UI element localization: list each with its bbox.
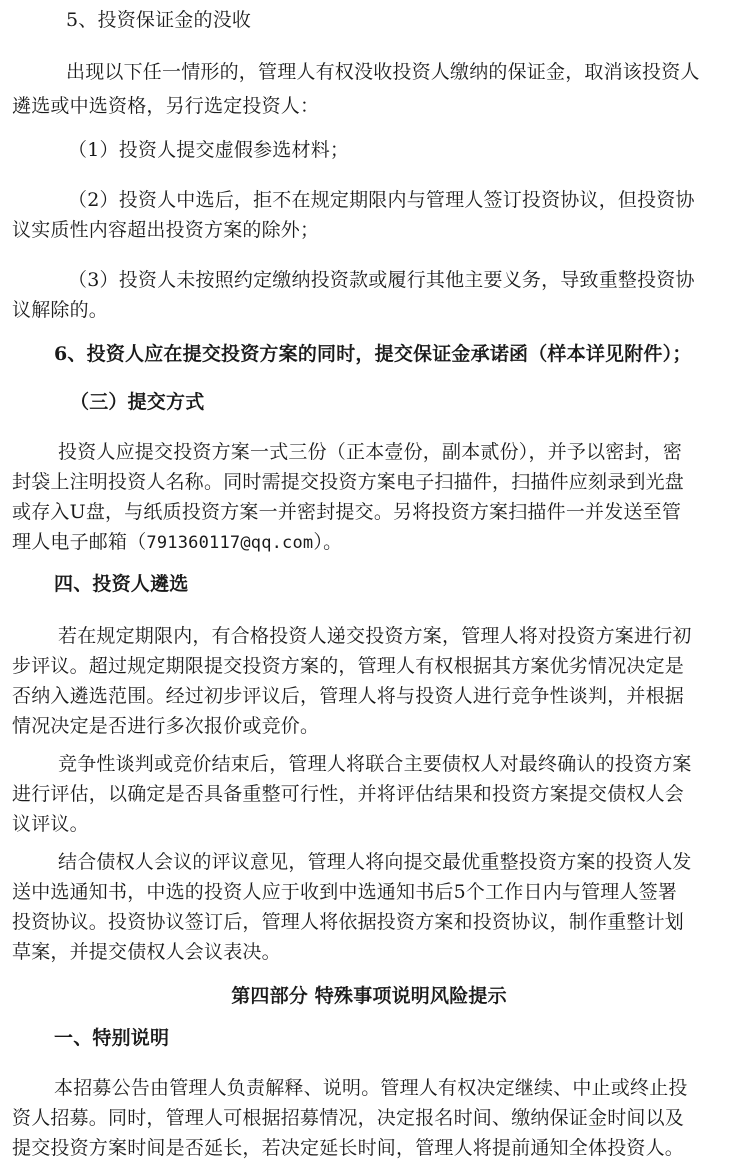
selection-para-1-line-3: 否纳入遴选范围。经过初步评议后，管理人将与投资人进行竞争性谈判，并根据 xyxy=(12,685,685,707)
email-prefix: 理人电子邮箱（ xyxy=(12,531,147,553)
selection-para-3-line-3: 投资协议。投资协议签订后，管理人将依据投资方案和投资协议，制作重整计划 xyxy=(12,911,685,933)
section-5-item-2-line-2: 议实质性内容超出投资方案的除外； xyxy=(12,219,320,241)
selection-para-1-line-2: 步评议。超过规定期限提交投资方案的，管理人有权根据其方案优劣情况决定是 xyxy=(12,655,685,677)
section-5-intro-line-2: 遴选或中选资格，另行选定投资人： xyxy=(12,95,320,117)
chapter-4-title: 第四部分 特殊事项说明风险提示 xyxy=(231,985,507,1007)
email-suffix: ）。 xyxy=(313,531,343,553)
section-5-item-3-line-1: （3）投资人未按照约定缴纳投资款或履行其他主要义务，导致重整投资协 xyxy=(68,269,695,291)
submission-para-line-1: 投资人应提交投资方案一式三份（正本壹份，副本贰份），并予以密封，密 xyxy=(58,441,683,463)
submission-para-line-3: 或存入U盘，与纸质投资方案一并密封提交。另将投资方案扫描件一并发送至管 xyxy=(12,501,682,523)
special-para-line-1: 本招募公告由管理人负责解释、说明。管理人有权决定继续、中止或终止投 xyxy=(54,1077,688,1099)
selection-para-2-line-1: 竞争性谈判或竞价结束后，管理人将联合主要债权人对最终确认的投资方案 xyxy=(58,753,692,775)
selection-para-2-line-2: 进行评估，以确定是否具备重整可行性，并将评估结果和投资方案提交债权人会 xyxy=(12,783,685,805)
special-notes-title: 一、特别说明 xyxy=(54,1027,170,1049)
section-5-item-2-line-1: （2）投资人中选后，拒不在规定期限内与管理人签订投资协议，但投资协 xyxy=(68,189,695,211)
special-para-line-2: 资人招募。同时，管理人可根据招募情况，决定报名时间、缴纳保证金时间以及 xyxy=(12,1107,685,1129)
selection-para-1-line-1: 若在规定期限内，有合格投资人递交投资方案，管理人将对投资方案进行初 xyxy=(58,625,692,647)
section-5-intro-line-1: 出现以下任一情形的，管理人有权没收投资人缴纳的保证金，取消该投资人 xyxy=(66,61,700,83)
section-5-item-3-line-2: 议解除的。 xyxy=(12,299,109,321)
special-para-line-3: 提交投资方案时间是否延长，若决定延长时间，管理人将提前通知全体投资人。 xyxy=(12,1137,685,1159)
submission-para-line-2: 封袋上注明投资人名称。同时需提交投资方案电子扫描件，扫描件应刻录到光盘 xyxy=(12,471,685,493)
selection-para-3-line-1: 结合债权人会议的评议意见，管理人将向提交最优重整投资方案的投资人发 xyxy=(58,851,692,873)
submission-para-line-4 xyxy=(12,530,342,555)
selection-para-1-line-4: 情况决定是否进行多次报价或竞价。 xyxy=(12,715,320,737)
selection-para-3-line-4: 草案，并提交债权人会议表决。 xyxy=(12,941,281,963)
subsection-3-title: （三）提交方式 xyxy=(70,391,205,413)
section-5-item-1: （1）投资人提交虚假参选材料； xyxy=(68,139,350,161)
selection-para-2-line-3: 议评议。 xyxy=(12,813,89,835)
part-4-title: 四、投资人遴选 xyxy=(54,573,189,595)
selection-para-3-line-2: 送中选通知书，中选的投资人应于收到中选通知书后5个工作日内与管理人签署 xyxy=(12,881,678,903)
section-5-title: 5、投资保证金的没收 xyxy=(66,9,252,31)
email-address: 791360117@qq.com xyxy=(146,533,314,553)
section-6-title: 6、投资人应在提交投资方案的同时，提交保证金承诺函（样本详见附件）； xyxy=(54,343,692,365)
